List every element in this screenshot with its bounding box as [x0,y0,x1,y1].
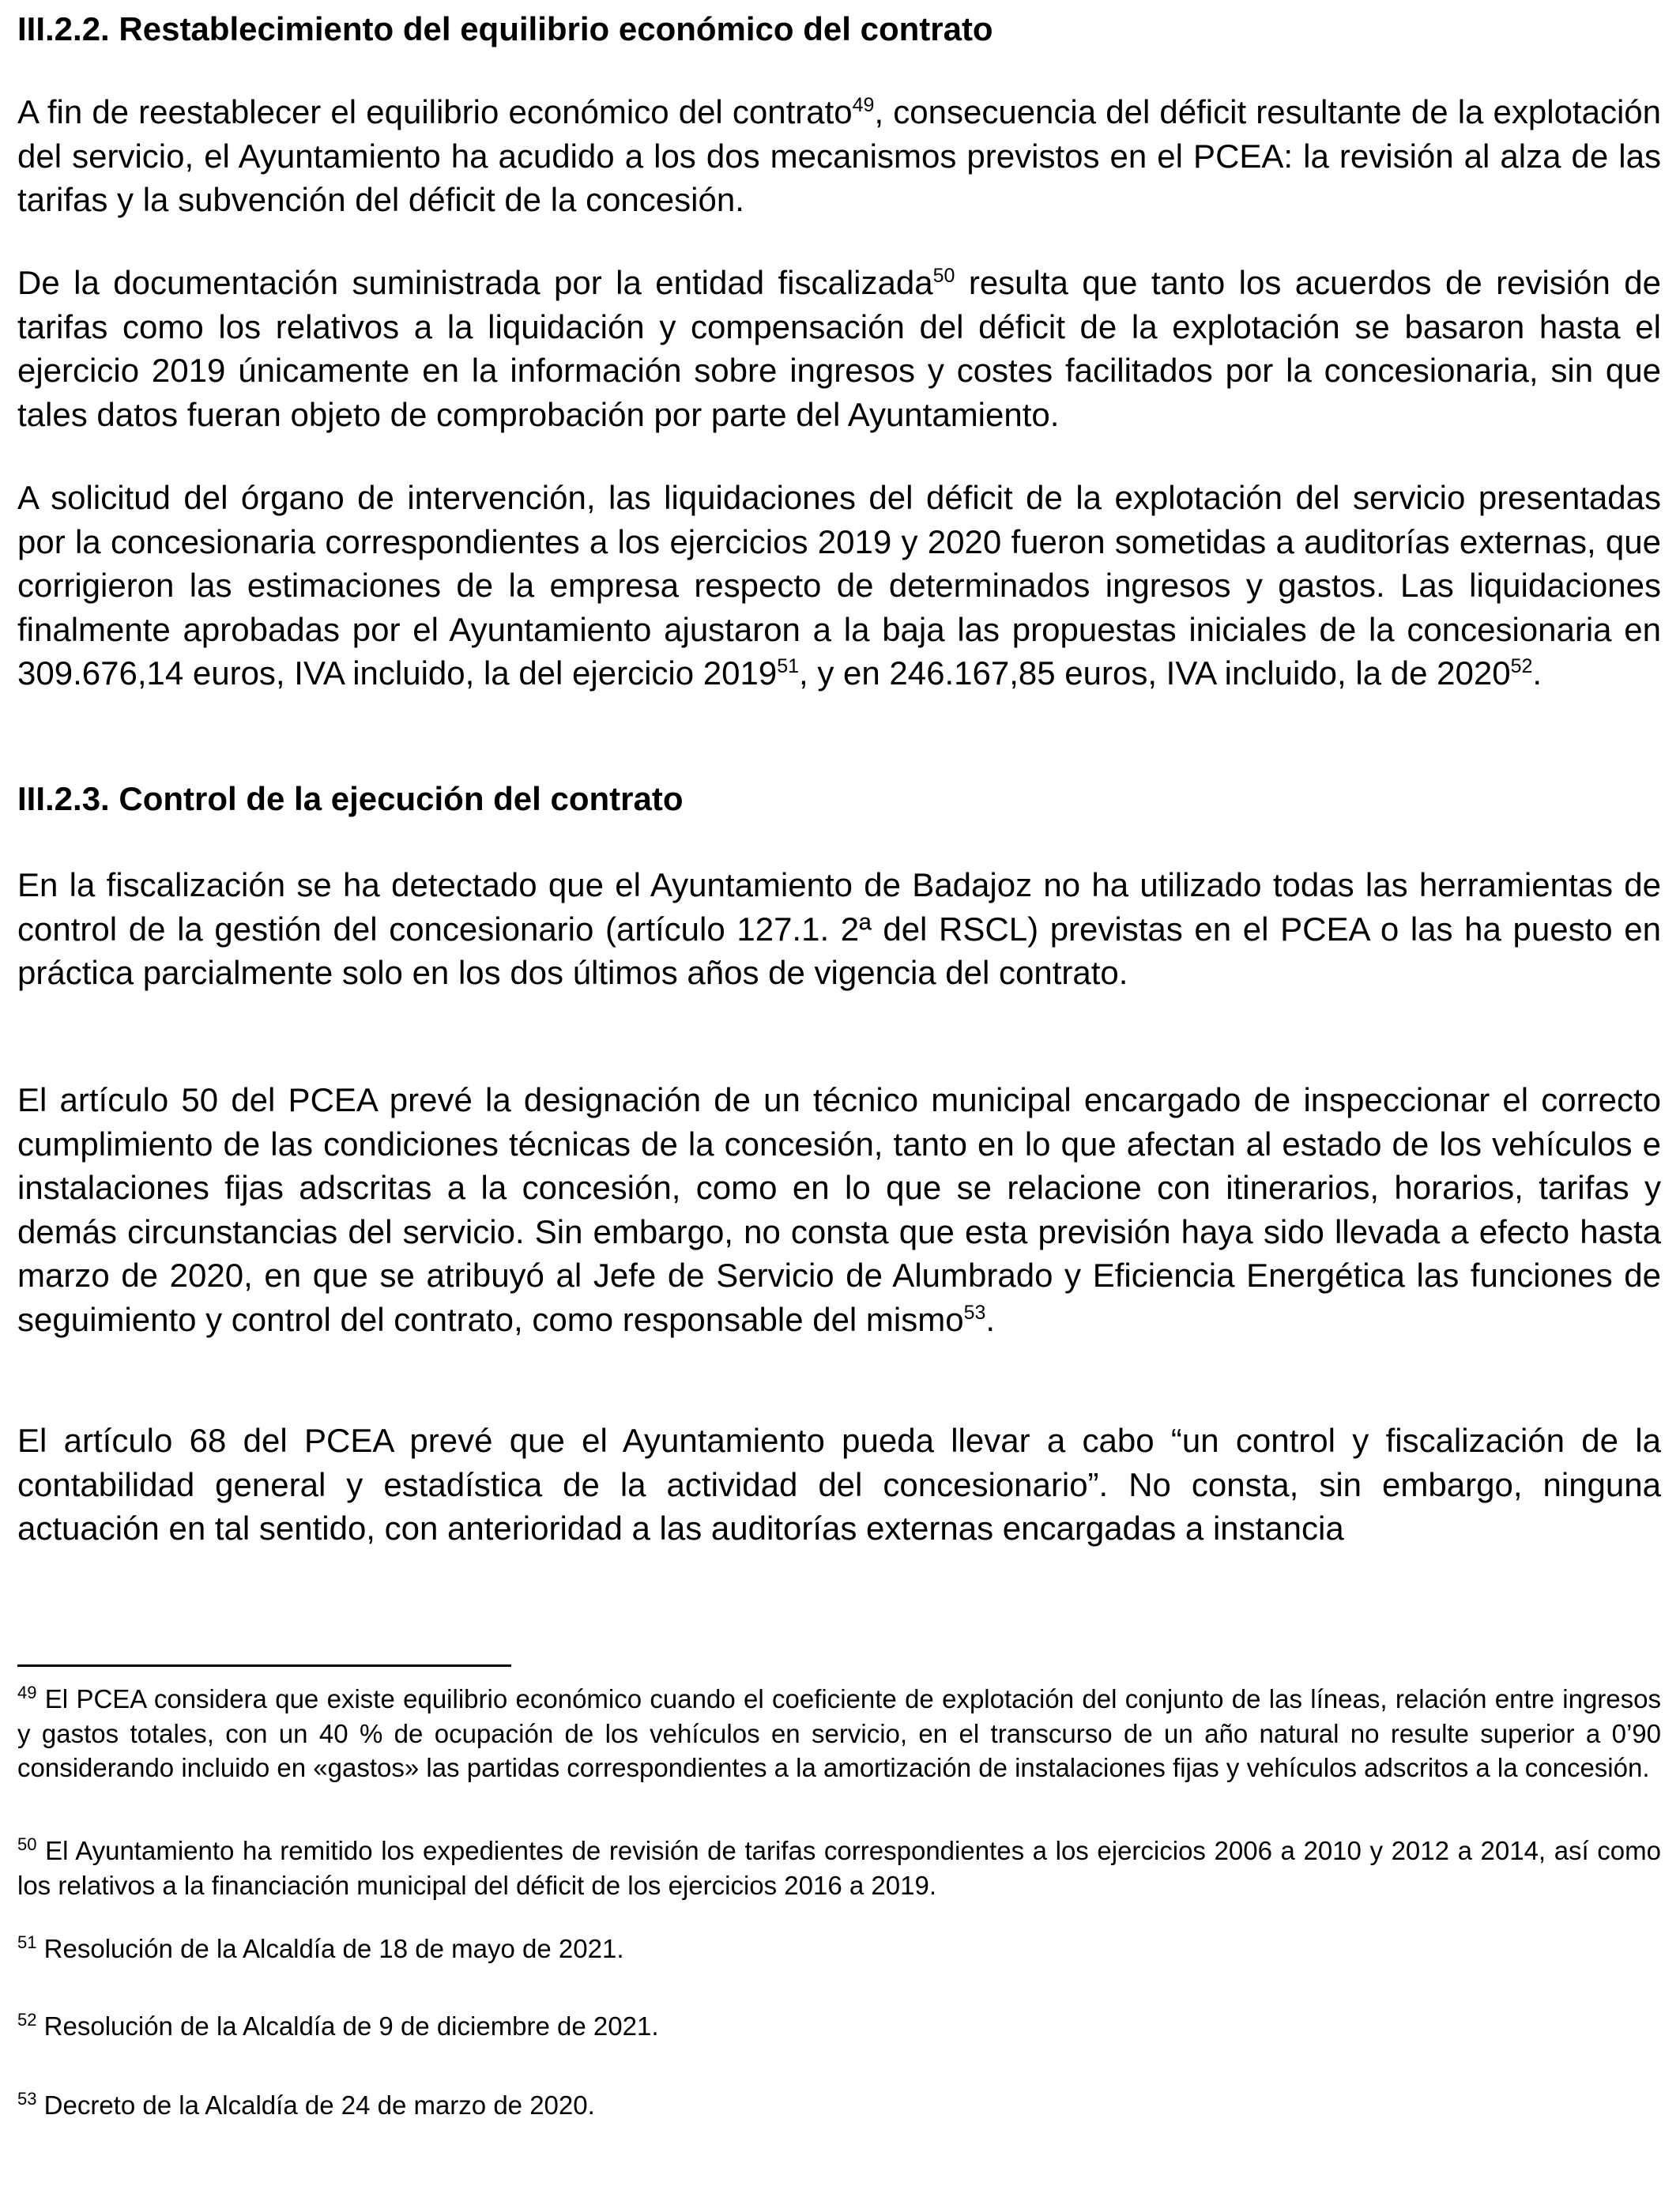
footnote [17,2088,1661,2123]
footnote [17,1682,1661,1785]
footnote-text: El Ayuntamiento ha remitido los expedientes de revisión de tarifas correspondientes a los ejercicios 2006 a 2010 y 2012 a 2014, así como los relativos a la financiación municipal del déficit de los ejercicios 2016 a 2019. [17,1836,1661,1900]
paragraph [17,261,1661,436]
footnote-ref: 49 [852,94,875,116]
footnote [17,1834,1661,1902]
footnote-number: 51 [17,1932,37,1952]
paragraph: En la fiscalización se ha detectado que el Ayuntamiento de Badajoz no ha utilizado todas las herramientas de control de la gestión del concesionario (artículo 127.1. 2ª del RSCL) previstas en el PCEA o las ha puesto en práctica parcialmente solo en los dos últimos años de vigencia del contrato. [17,866,1661,991]
footnote-text: Resolución de la Alcaldía de 9 de diciembre de 2021. [36,2011,659,2041]
footnote-text: Resolución de la Alcaldía de 18 de mayo de 2021. [36,1934,624,1963]
paragraph: El artículo 68 del PCEA prevé que el Ayuntamiento pueda llevar a cabo “un control y fiscalización de la contabilidad general y estadística de la actividad del concesionario”. No consta, sin embargo, ninguna actuación en tal sentido, con anterioridad a las auditorías externas encargadas a instancia [17,1422,1661,1547]
footnote-number: 53 [17,2089,37,2109]
footnote [17,2009,1661,2044]
footnote-ref: 52 [1510,655,1533,677]
paragraph [17,476,1661,696]
text: El artículo 50 del PCEA prevé la designación de un técnico municipal encargado de inspeccionar el correcto cumplimiento de las condiciones técnicas de la concesión, tanto en lo que afectan al estado de los vehículos e instalaciones fijas adscritas a la concesión, como en lo que se relacione con itinerarios, horarios, tarifas y demás circunstancias del servicio. Sin embargo, no consta que esta previsión haya sido llevada a efecto hasta marzo de 2020, en que se atribuyó al Jefe de Servicio de Alumbrado y Eficiencia Energética las funciones de seguimiento y control del contrato, como responsable del mismo [17,1081,1661,1338]
paragraph [17,90,1661,222]
section-heading-iii-2-2: III.2.2. Restablecimiento del equilibrio económico del contrato [17,10,993,47]
paragraph [17,1078,1661,1341]
text: , consecuencia del déficit resultante de la explotación del servicio, el Ayuntamiento ha acudido a los dos mecanismos previstos en el PCEA: la revisión al alza de las tarifas y la subvención del déficit de la concesión. [17,93,1661,218]
text: A fin de reestablecer el equilibrio económico del contrato [17,93,853,130]
footnote-number: 49 [17,1683,37,1702]
footnote-separator [17,1664,511,1667]
footnote-text: El PCEA considera que existe equilibrio económico cuando el coeficiente de explotación del conjunto de las líneas, relación entre ingresos y gastos totales, con un 40 % de ocupación de los vehículos en servicio, en el transcurso de un año natural no resulte superior a 0’90 considerando incluido en «gastos» las partidas correspondientes a la amortización de instalaciones fijas y vehículos adscritos a la concesión. [17,1684,1661,1782]
footnote-ref: 50 [932,265,955,287]
footnote-number: 50 [17,1834,37,1854]
text: De la documentación suministrada por la entidad fiscalizada [17,264,933,301]
footnote-ref: 51 [777,655,800,677]
section-heading-iii-2-3: III.2.3. Control de la ejecución del contrato [17,780,684,817]
text: A solicitud del órgano de intervención, las liquidaciones del déficit de la explotación del servicio presentadas por la concesionaria correspondientes a los ejercicios 2019 y 2020 fueron sometidas a auditorías externas, que corrigieron las estimaciones de la empresa respecto de determinados ingresos y gastos. Las liquidaciones finalmente aprobadas por el Ayuntamiento ajustaron a la baja las propuestas iniciales de la concesionaria en 309.676,14 euros, IVA incluido, la del ejercicio 2019 [17,479,1661,692]
footnote [17,1932,1661,1966]
text: . [1532,654,1543,692]
footnote-number: 52 [17,2010,37,2030]
footnote-text: Decreto de la Alcaldía de 24 de marzo de 2020. [36,2090,595,2120]
text: , y en 246.167,85 euros, IVA incluido, la de 2020 [799,654,1511,692]
footnote-ref: 53 [963,1301,986,1324]
text: . [985,1300,996,1338]
text: resulta que tanto los acuerdos de revisión de tarifas como los relativos a la liquidación y compensación del déficit de la explotación se basaron hasta el ejercicio 2019 únicamente en la información sobre ingresos y costes facilitados por la concesionaria, sin que tales datos fueran objeto de comprobación por parte del Ayuntamiento. [17,264,1661,433]
